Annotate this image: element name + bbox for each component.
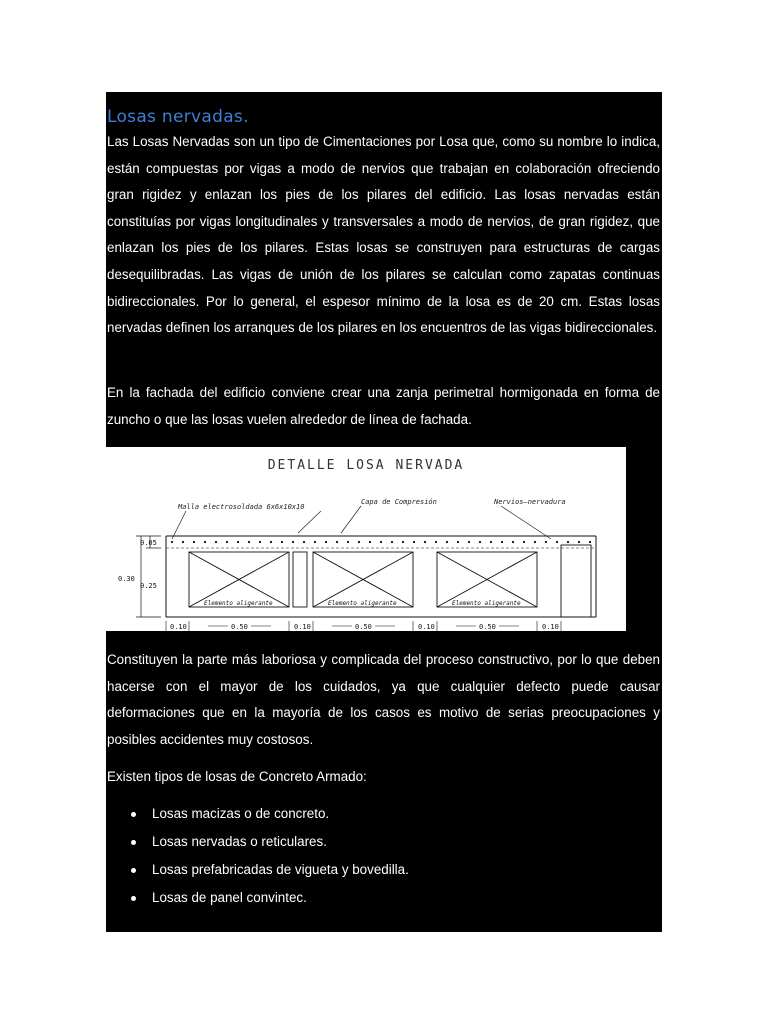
mesh-dot — [193, 541, 195, 543]
dim-bottom-height: 0.25 — [140, 582, 157, 590]
mesh-dot — [314, 541, 316, 543]
mesh-dot — [534, 541, 536, 543]
mesh-dot — [380, 541, 382, 543]
mesh-dot — [545, 541, 547, 543]
bullet-icon — [131, 896, 136, 901]
label-nervios: Nervios–nervadura — [494, 498, 566, 506]
bullet-icon — [131, 868, 136, 873]
mesh-dot — [182, 541, 184, 543]
dim-rib-3: 0.10 — [418, 623, 435, 631]
drawing-title: DETALLE LOSA NERVADA — [267, 458, 465, 473]
dim-rib-1: 0.10 — [170, 623, 187, 631]
paragraph-facade: En la fachada del edificio conviene crear una zanja perimetral hormigonada en forma de zuncho o que las losas vuelen alrededor de línea de fachada. — [107, 385, 660, 427]
mesh-dot — [259, 541, 261, 543]
bullet-icon — [131, 812, 136, 817]
mesh-dot — [435, 541, 437, 543]
document-page — [106, 92, 662, 932]
mesh-dot — [468, 541, 470, 543]
paragraph-construction: Constituyen la parte más laboriosa y complicada del proceso constructivo, por lo que deben hacerse con el mayor de los cuidados, ya que cualquier defecto puede causar deformaciones que en la mayoría de los casos es motivo de serias preocupaciones y posibles accidentes muy costosos. — [107, 652, 660, 747]
mesh-dot — [325, 541, 327, 543]
dim-rib-4: 0.10 — [542, 623, 559, 631]
dim-block-2: 0.50 — [355, 623, 372, 631]
label-elemento-3: Elemento aligerante — [452, 600, 521, 607]
dim-total-height: 0.30 — [118, 575, 135, 583]
mesh-dot — [369, 541, 371, 543]
bullet-icon — [131, 840, 136, 845]
slab-types-list — [107, 800, 647, 912]
mesh-dot — [292, 541, 294, 543]
mesh-dot — [457, 541, 459, 543]
list-item — [107, 800, 647, 828]
dim-top-height: 0.05 — [140, 539, 157, 547]
list-item-text: Losas macizas o de concreto. — [152, 806, 330, 821]
list-item — [107, 884, 647, 912]
mesh-dot — [446, 541, 448, 543]
label-malla: Malla electrosoldada 6x6x10x10 — [178, 503, 305, 511]
mesh-dot — [479, 541, 481, 543]
mesh-dot — [567, 541, 569, 543]
mesh-dot — [270, 541, 272, 543]
list-item-text: Losas de panel convintec. — [152, 890, 307, 905]
slab-detail-drawing — [106, 447, 626, 631]
paragraph-types-intro: Existen tipos de losas de Concreto Armado: — [107, 769, 367, 784]
dim-block-1: 0.50 — [231, 623, 248, 631]
mesh-dot — [215, 541, 217, 543]
mesh-dot — [171, 541, 173, 543]
mesh-dot — [226, 541, 228, 543]
mesh-dot — [402, 541, 404, 543]
mesh-dot — [523, 541, 525, 543]
list-item — [107, 856, 647, 884]
mesh-dot — [424, 541, 426, 543]
mesh-dot — [556, 541, 558, 543]
dim-rib-2: 0.10 — [294, 623, 311, 631]
mesh-dot — [490, 541, 492, 543]
mesh-dot — [281, 541, 283, 543]
label-elemento-2: Elemento aligerante — [328, 600, 397, 607]
label-capa: Capa de Compresión — [361, 498, 437, 506]
mesh-dot — [237, 541, 239, 543]
paragraph-intro: Las Losas Nervadas son un tipo de Cimentaciones por Losa que, como su nombre lo indica, están compuestas por vigas a modo de nervios que trabajan en colaboración ofreciendo gran rigidez y enlazan los pies de los pilares del edificio. Las losas nervadas están constituías por vigas longitudinales y transversales a modo de nervios, de gran rigidez, que enlazan los pies de los pilares. Estas losas se construyen para estructuras de cargas desequilibradas. Las vigas de unión de los pilares se calculan como zapatas continuas bidireccionales. Por lo general, el espesor mínimo de la losa es de 20 cm. Estas losas nervadas definen los arranques de los pilares en los encuentros de las vigas bidireccionales. — [107, 134, 660, 336]
mesh-dot — [358, 541, 360, 543]
mesh-dot — [501, 541, 503, 543]
mesh-dot — [391, 541, 393, 543]
mesh-dot — [589, 541, 591, 543]
dim-block-3: 0.50 — [479, 623, 496, 631]
mesh-dot — [512, 541, 514, 543]
page-title: Losas nervadas. — [107, 107, 249, 127]
mesh-dot — [336, 541, 338, 543]
mesh-dot — [248, 541, 250, 543]
list-item-text: Losas nervadas o reticulares. — [152, 834, 327, 849]
label-elemento-1: Elemento aligerante — [204, 600, 273, 607]
list-item-text: Losas prefabricadas de vigueta y bovedilla. — [152, 862, 409, 877]
mesh-dot — [413, 541, 415, 543]
list-item — [107, 828, 647, 856]
mesh-dot — [578, 541, 580, 543]
mesh-dot — [204, 541, 206, 543]
mesh-dot — [347, 541, 349, 543]
mesh-dot — [303, 541, 305, 543]
